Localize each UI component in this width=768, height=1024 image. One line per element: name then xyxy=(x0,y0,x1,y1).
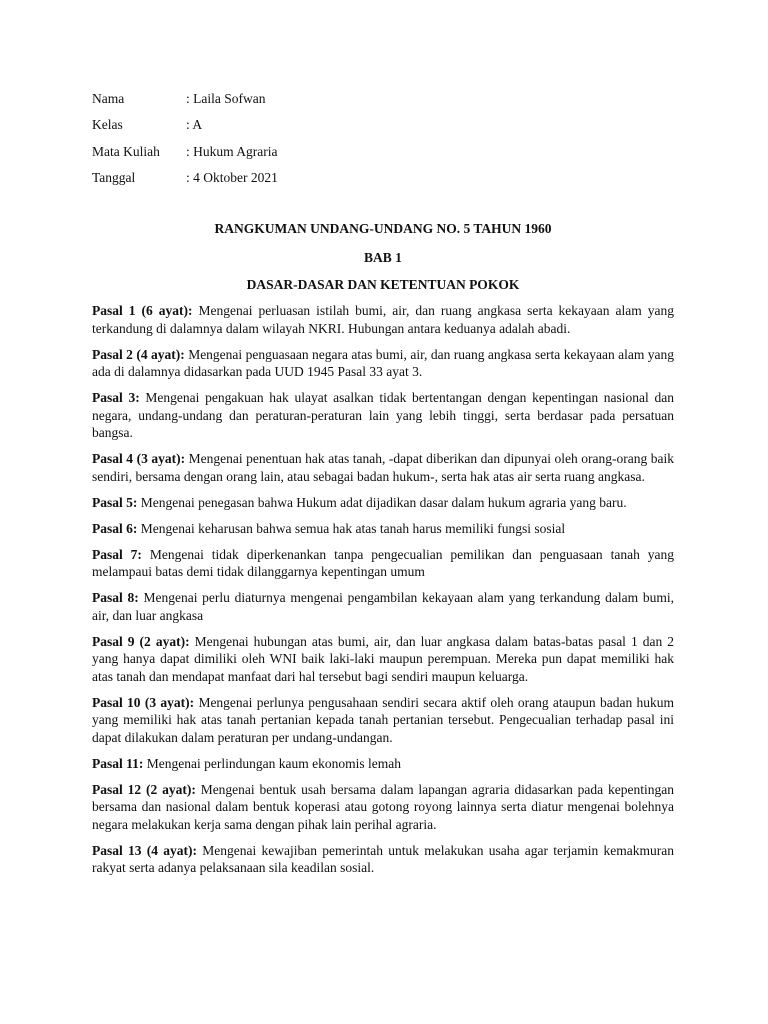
info-row-name xyxy=(92,86,674,112)
pasal-item xyxy=(92,389,674,442)
info-value: : A xyxy=(186,117,203,133)
pasal-label: Pasal 11: xyxy=(92,755,144,771)
pasal-label: Pasal 5: xyxy=(92,494,138,510)
pasal-item xyxy=(92,781,674,834)
pasal-text: Mengenai perluasan istilah bumi, air, dan ruang angkasa serta kekayaan alam yang terkandung di dalamnya dalam wilayah NKRI. Hubungan antara keduanya adalah abadi. xyxy=(92,303,675,336)
pasal-label: Pasal 12 (2 ayat): xyxy=(92,781,196,797)
pasal-label: Pasal 4 (3 ayat): xyxy=(92,451,186,467)
pasal-text: Mengenai keharusan bahwa semua hak atas tanah harus memiliki fungsi sosial xyxy=(137,520,566,536)
info-label: Tanggal xyxy=(92,170,136,186)
pasal-label: Pasal 9 (2 ayat): xyxy=(92,633,190,649)
pasal-label: Pasal 13 (4 ayat): xyxy=(92,842,198,858)
info-row-class xyxy=(92,112,674,138)
pasal-text: Mengenai perlu diaturnya mengenai pengambilan kekayaan alam yang terkandung dalam bumi, air, dan luar angkasa xyxy=(92,590,674,623)
pasal-item xyxy=(92,842,674,877)
student-info xyxy=(92,86,674,191)
info-value: : 4 Oktober 2021 xyxy=(186,170,278,186)
info-row-date xyxy=(92,165,674,191)
info-row-course xyxy=(92,139,674,165)
info-value: : Laila Sofwan xyxy=(186,91,266,107)
pasal-item xyxy=(92,694,674,747)
chapter-title: DASAR-DASAR DAN KETENTUAN POKOK xyxy=(246,277,520,293)
pasal-label: Pasal 8: xyxy=(92,590,139,606)
pasal-label: Pasal 1 (6 ayat): xyxy=(92,303,193,319)
info-label: Kelas xyxy=(92,117,123,133)
pasal-item xyxy=(92,589,674,624)
pasal-list xyxy=(92,302,674,877)
pasal-text: Mengenai perlindungan kaum ekonomis lemah xyxy=(143,755,401,771)
pasal-item xyxy=(92,450,674,485)
pasal-text: Mengenai hubungan atas bumi, air, dan luar angkasa dalam batas-batas pasal 1 dan 2 yang hanya dapat dimiliki oleh WNI baik laki-laki maupun perempuan. Mereka pun dapat memiliki hak atas tanah dan mendapat manfaat dari hal tersebut bagi sendiri maupun keluarga. xyxy=(92,633,675,684)
pasal-item xyxy=(92,755,674,773)
pasal-text: Mengenai penentuan hak atas tanah, -dapat diberikan dan dipunyai oleh orang-orang baik sendiri, bersama dengan orang lain, atau sebagai badan hukum-, serta hak atas air serta ruang angkasa. xyxy=(92,451,675,484)
pasal-text: Mengenai penegasan bahwa Hukum adat dijadikan dasar dalam hukum agraria yang baru. xyxy=(137,494,627,510)
pasal-text: Mengenai pengakuan hak ulayat asalkan tidak bertentangan dengan kepentingan nasional dan negara, undang-undang dan peraturan-peraturan lain yang lebih tinggi, serta berdasar pada persatuan bangsa. xyxy=(92,390,674,441)
pasal-item xyxy=(92,633,674,686)
info-label: Mata Kuliah xyxy=(92,143,160,159)
info-value: : Hukum Agraria xyxy=(186,143,278,159)
pasal-item xyxy=(92,346,674,381)
pasal-text: Mengenai perlunya pengusahaan sendiri secara aktif oleh orang ataupun badan hukum yang memiliki hak atas tanah pertanian kepada tanah pertanian tersebut. Pengecualian terhadap pasal ini dapat dilakukan dalam peraturan per undang-undangan. xyxy=(92,694,674,745)
pasal-label: Pasal 3: xyxy=(92,390,140,406)
pasal-label: Pasal 6: xyxy=(92,520,138,536)
pasal-item xyxy=(92,520,674,538)
pasal-label: Pasal 10 (3 ayat): xyxy=(92,694,195,710)
pasal-text: Mengenai bentuk usah bersama dalam lapangan agraria didasarkan pada kepentingan bersama dan nasional dalam bentuk koperasi atau gotong royong lainnya serta diatur mengenai bolehnya negara melakukan kerja sama dengan pihak lain perihal agraria. xyxy=(92,781,675,832)
pasal-label: Pasal 2 (4 ayat): xyxy=(92,346,185,362)
document-title: RANGKUMAN UNDANG-UNDANG NO. 5 TAHUN 1960 xyxy=(214,221,552,237)
info-label: Nama xyxy=(92,91,125,107)
chapter-number: BAB 1 xyxy=(364,250,402,266)
pasal-text: Mengenai penguasaan negara atas bumi, air, dan ruang angkasa serta kekayaan alam yang ada di dalamnya didasarkan pada UUD 1945 Pasal 33 ayat 3. xyxy=(92,346,675,380)
pasal-item xyxy=(92,494,674,512)
pasal-text: Mengenai kewajiban pemerintah untuk melakukan usaha agar terjamin kemakmuran rakyat serta adanya pelaksanaan sila keadilan sosial. xyxy=(92,842,674,876)
pasal-text: Mengenai tidak diperkenankan tanpa pengecualian pemilikan dan penguasaan tanah yang melampaui batas demi tidak dilanggarnya kepentingan umum xyxy=(92,546,675,580)
pasal-label: Pasal 7: xyxy=(92,546,142,562)
pasal-item xyxy=(92,546,674,581)
pasal-item xyxy=(92,302,674,337)
